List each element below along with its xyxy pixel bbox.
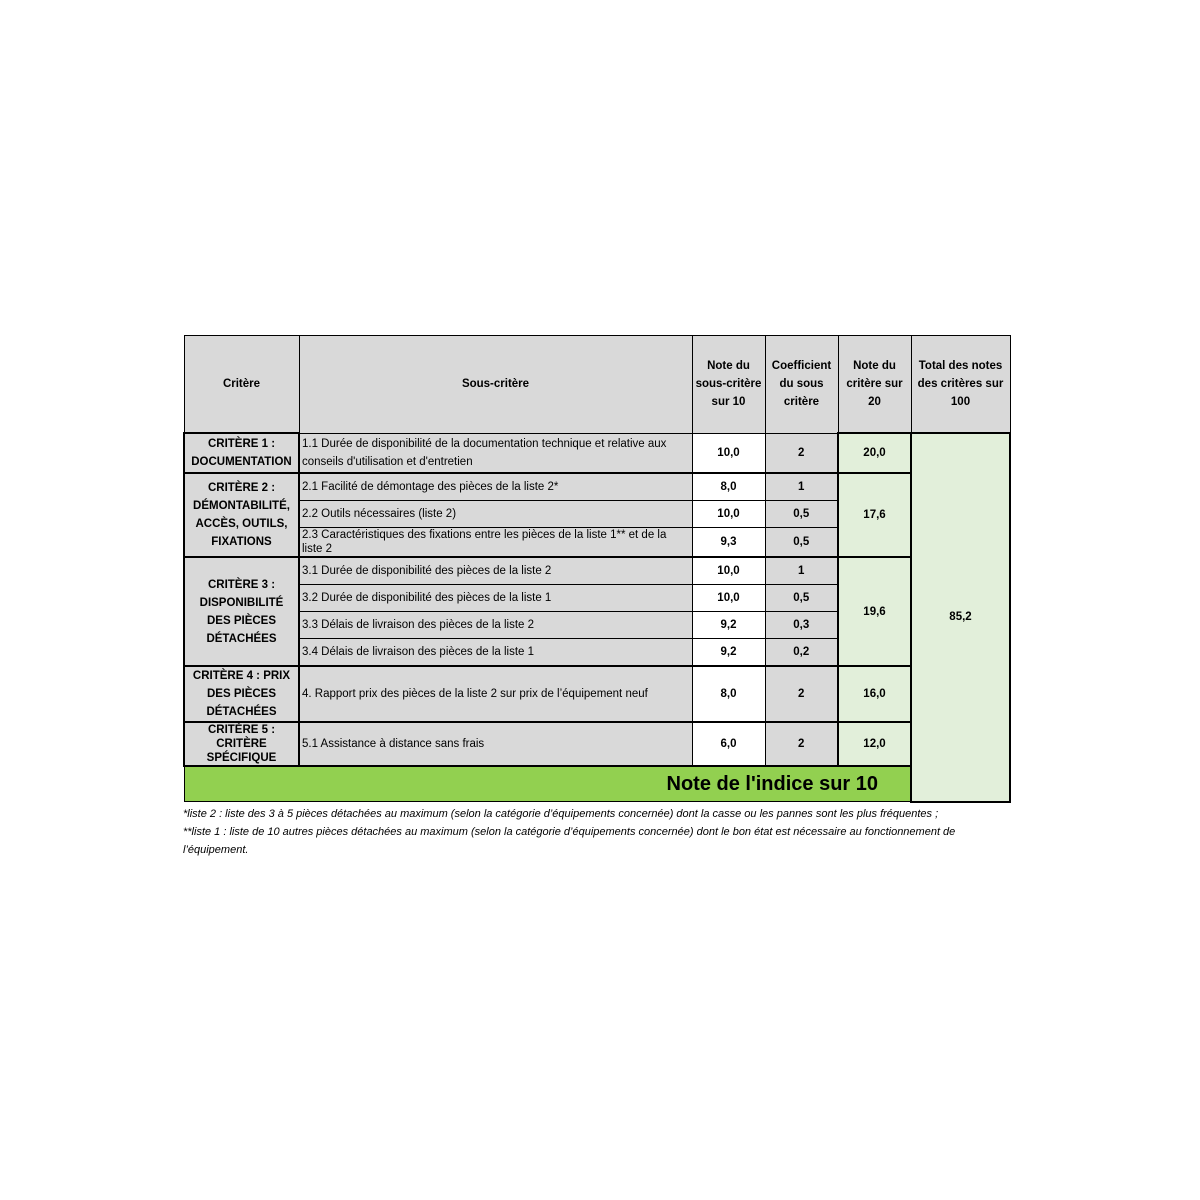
table-row (184, 557, 1010, 585)
subcriterion-note: 9,3 (692, 528, 765, 558)
criterion-label: CRITÈRE 2 : DÉMONTABILITÉ, ACCÈS, OUTILS, FIXATIONS (184, 473, 299, 557)
criterion-label: CRITÈRE 3 : DISPONIBILITÉ DES PIÈCES DÉTACHÉES (184, 557, 299, 666)
criterion-note-20: 19,6 (838, 557, 911, 666)
table-row (184, 433, 1010, 473)
subcriterion-label: 1.1 Durée de disponibilité de la documentation technique et relative aux conseils d'utilisation et d'entretien (299, 433, 692, 473)
subcriterion-note: 6,0 (692, 722, 765, 766)
subcriterion-coefficient: 0,5 (765, 585, 838, 612)
header-critere: Critère (184, 336, 299, 434)
criterion-label: CRITÈRE 5 : CRITÈRE SPÉCIFIQUE (184, 722, 299, 766)
criterion-label: CRITÈRE 4 : PRIX DES PIÈCES DÉTACHÉES (184, 666, 299, 722)
subcriterion-label: 3.2 Durée de disponibilité des pièces de la liste 1 (299, 585, 692, 612)
header-row (184, 336, 1010, 434)
subcriterion-coefficient: 0,2 (765, 639, 838, 667)
criterion-note-20: 20,0 (838, 433, 911, 473)
total-100: 85,2 (911, 433, 1010, 802)
subcriterion-coefficient: 2 (765, 722, 838, 766)
subcriterion-label: 5.1 Assistance à distance sans frais (299, 722, 692, 766)
header-note-critere: Note du critère sur 20 (838, 336, 911, 434)
subcriterion-coefficient: 2 (765, 433, 838, 473)
footnotes (183, 805, 1009, 859)
footnote-liste-2: *liste 2 : liste des 3 à 5 pièces détachées au maximum (selon la catégorie d’équipements concernée) dont la casse ou les pannes sont les plus fréquentes ; (183, 807, 939, 820)
subcriterion-coefficient: 1 (765, 557, 838, 585)
header-sous-critere: Sous-critère (299, 336, 692, 434)
subcriterion-note: 10,0 (692, 557, 765, 585)
final-score-row (184, 766, 1010, 802)
criterion-label: CRITÈRE 1 : DOCUMENTATION (184, 433, 299, 473)
subcriterion-coefficient: 1 (765, 473, 838, 501)
criterion-note-20: 16,0 (838, 666, 911, 722)
subcriterion-label: 4. Rapport prix des pièces de la liste 2 sur prix de l’équipement neuf (299, 666, 692, 722)
table-row (184, 722, 1010, 766)
subcriterion-note: 10,0 (692, 501, 765, 528)
subcriterion-note: 9,2 (692, 612, 765, 639)
header-total: Total des notes des critères sur 100 (911, 336, 1010, 434)
subcriterion-coefficient: 0,5 (765, 528, 838, 558)
subcriterion-note: 9,2 (692, 639, 765, 667)
subcriterion-label: 2.2 Outils nécessaires (liste 2) (299, 501, 692, 528)
subcriterion-label: 3.3 Délais de livraison des pièces de la liste 2 (299, 612, 692, 639)
subcriterion-note: 8,0 (692, 666, 765, 722)
subcriterion-coefficient: 0,3 (765, 612, 838, 639)
header-note-sous-critere: Note du sous-critère sur 10 (692, 336, 765, 434)
repairability-index-table (183, 335, 1009, 856)
criterion-note-20: 17,6 (838, 473, 911, 557)
table-row (184, 473, 1010, 501)
score-grid (183, 335, 1011, 803)
header-coefficient: Coefficient du sous critère (765, 336, 838, 434)
subcriterion-label: 3.1 Durée de disponibilité des pièces de la liste 2 (299, 557, 692, 585)
footnote-liste-1: **liste 1 : liste de 10 autres pièces détachées au maximum (selon la catégorie d’équipements concernée) dont le bon état est nécessaire au fonctionnement de l’équipement. (183, 825, 956, 856)
subcriterion-note: 10,0 (692, 433, 765, 473)
final-score-label: Note de l'indice sur 10 (184, 766, 911, 802)
subcriterion-note: 10,0 (692, 585, 765, 612)
table-row (184, 666, 1010, 722)
subcriterion-label: 3.4 Délais de livraison des pièces de la liste 1 (299, 639, 692, 667)
subcriterion-note: 8,0 (692, 473, 765, 501)
subcriterion-label: 2.1 Facilité de démontage des pièces de la liste 2* (299, 473, 692, 501)
subcriterion-coefficient: 2 (765, 666, 838, 722)
subcriterion-coefficient: 0,5 (765, 501, 838, 528)
subcriterion-label: 2.3 Caractéristiques des fixations entre les pièces de la liste 1** et de la liste 2 (299, 528, 692, 558)
criterion-note-20: 12,0 (838, 722, 911, 766)
